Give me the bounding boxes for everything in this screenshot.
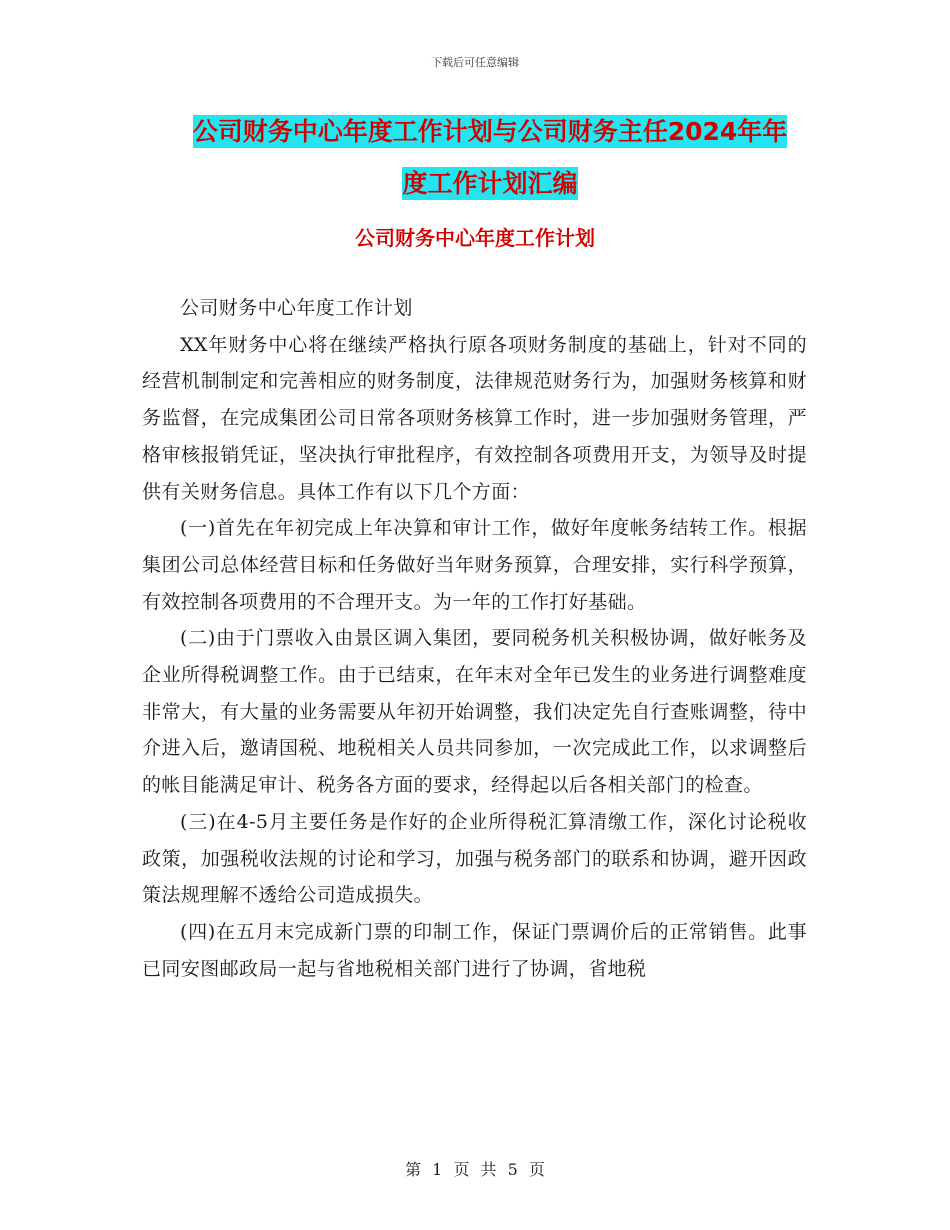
- paragraph-item-1: (一)首先在年初完成上年决算和审计工作，做好年度帐务结转工作。根据集团公司总体经营目标和任务做好当年财务预算，合理安排，实行科学预算，有效控制各项费用的不合理开支。为一年的工作打好基础。: [142, 517, 807, 613]
- document-title-line-2: 度工作计划汇编: [402, 169, 578, 198]
- paragraph-item-3: (三)在4-5月主要任务是作好的企业所得税汇算清缴工作，深化讨论税收政策，加强税收法规的讨论和学习，加强与税务部门的联系和协调，避开因政策法规理解不透给公司造成损失。: [142, 810, 807, 907]
- page-header-note: 下载后可任意编辑: [431, 56, 519, 69]
- document-title-line-1: 公司财务中心年度工作计划与公司财务主任2024年年: [192, 117, 788, 146]
- paragraph-subheading: 公司财务中心年度工作计划: [180, 297, 413, 319]
- document-title: [140, 106, 840, 210]
- paragraph-intro: XX年财务中心将在继续严格执行原各项财务制度的基础上，针对不同的经营机制制定和完善相应的财务制度，法律规范财务行为，加强财务核算和财务监督，在完成集团公司日常各项财务核算工作时，进一步加强财务管理，严格审核报销凭证，坚决执行审批程序，有效控制各项费用开支，为领导及时提供有关财务信息。具体工作有以下几个方面：: [142, 333, 807, 503]
- paragraph-item-2: (二)由于门票收入由景区调入集团，要同税务机关积极协调，做好帐务及企业所得税调整工作。由于已结束，在年末对全年已发生的业务进行调整难度非常大，有大量的业务需要从年初开始调整，我们决定先自行查账调整，待中介进入后，邀请国税、地税相关人员共同参加，一次完成此工作，以求调整后的帐目能满足审计、税务各方面的要求，经得起以后各相关部门的检查。: [142, 627, 807, 797]
- page-number: 第 1 页 共 5 页: [405, 1160, 545, 1179]
- section-title: 公司财务中心年度工作计划: [355, 226, 595, 250]
- paragraph-item-4: (四)在五月末完成新门票的印制工作，保证门票调价后的正常销售。此事已同安图邮政局一起与省地税相关部门进行了协调，省地税: [142, 920, 807, 980]
- document-body: [142, 290, 807, 987]
